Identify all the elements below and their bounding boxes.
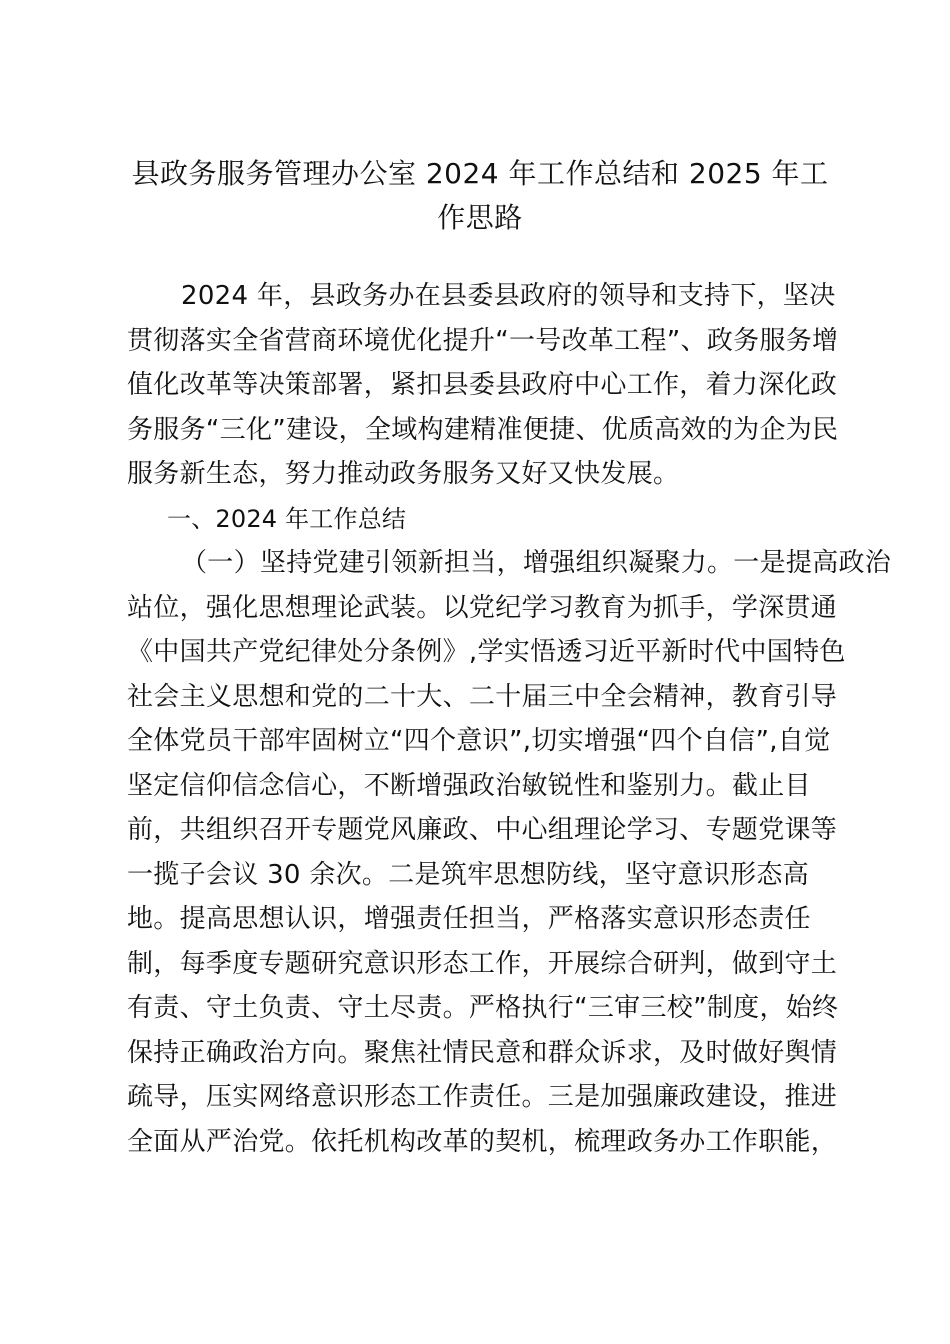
- paragraph-line: 有责、守土负责、守土尽责。严格执行“三审三校”制度，始终: [127, 993, 839, 1023]
- paragraph-line: 保持正确政治方向。聚焦社情民意和群众诉求，及时做好舆情: [127, 1037, 838, 1068]
- paragraph-line: 制，每季度专题研究意识形态工作，开展综合研判，做到守土: [127, 948, 838, 979]
- paragraph-line: 2024 年，县政务办在县委县政府的领导和支持下，坚决: [181, 281, 836, 311]
- paragraph-line: 坚定信仰信念信心，不断增强政治敏锐性和鉴别力。截止目: [127, 770, 811, 801]
- paragraph-line: 社会主义思想和党的二十大、二十届三中全会精神，教育引导: [127, 681, 838, 712]
- paragraph-line: 全体党员干部牢固树立“四个意识”,切实增强“四个自信”,自觉: [127, 726, 831, 756]
- paragraph-line: 一揽子会议 30 余次。二是筑牢思想防线，坚守意识形态高: [127, 859, 810, 890]
- title-line-2: 作思路: [437, 201, 523, 234]
- paragraph-line: 贯彻落实全省营商环境优化提升“一号改革工程”、政务服务增: [127, 325, 839, 356]
- section-heading: 一、2024 年工作总结: [167, 504, 407, 533]
- paragraph-line: 《中国共产党纪律处分条例》,学实悟透习近平新时代中国特色: [127, 637, 846, 667]
- document-title: [120, 152, 840, 240]
- paragraph-line: 疏导，压实网络意识形态工作责任。三是加强廉政建设，推进: [127, 1082, 838, 1112]
- title-line-1: 县政务服务管理办公室 2024 年工作总结和 2025 年工: [131, 157, 829, 190]
- paragraph-line: （一）坚持党建引领新担当，增强组织凝聚力。一是提高政治: [181, 548, 892, 578]
- document-body: [127, 274, 892, 1164]
- paragraph-line: 前，共组织召开专题党风廉政、中心组理论学习、专题党课等: [127, 815, 838, 845]
- paragraph-line: 务服务“三化”建设，全域构建精准便捷、优质高效的为企为民: [127, 414, 839, 445]
- paragraph-line: 全面从严治党。依托机构改革的契机，梳理政务办工作职能，: [127, 1126, 838, 1157]
- paragraph-line: 站位，强化思想理论武装。以党纪学习教育为抓手，学深贯通: [127, 592, 838, 623]
- paragraph-line: 服务新生态，努力推动政务服务又好又快发展。: [127, 459, 680, 489]
- paragraph-line: 地。提高思想认识，增强责任担当，严格落实意识形态责任: [127, 904, 811, 934]
- paragraph-line: 值化改革等决策部署，紧扣县委县政府中心工作，着力深化政: [127, 370, 838, 400]
